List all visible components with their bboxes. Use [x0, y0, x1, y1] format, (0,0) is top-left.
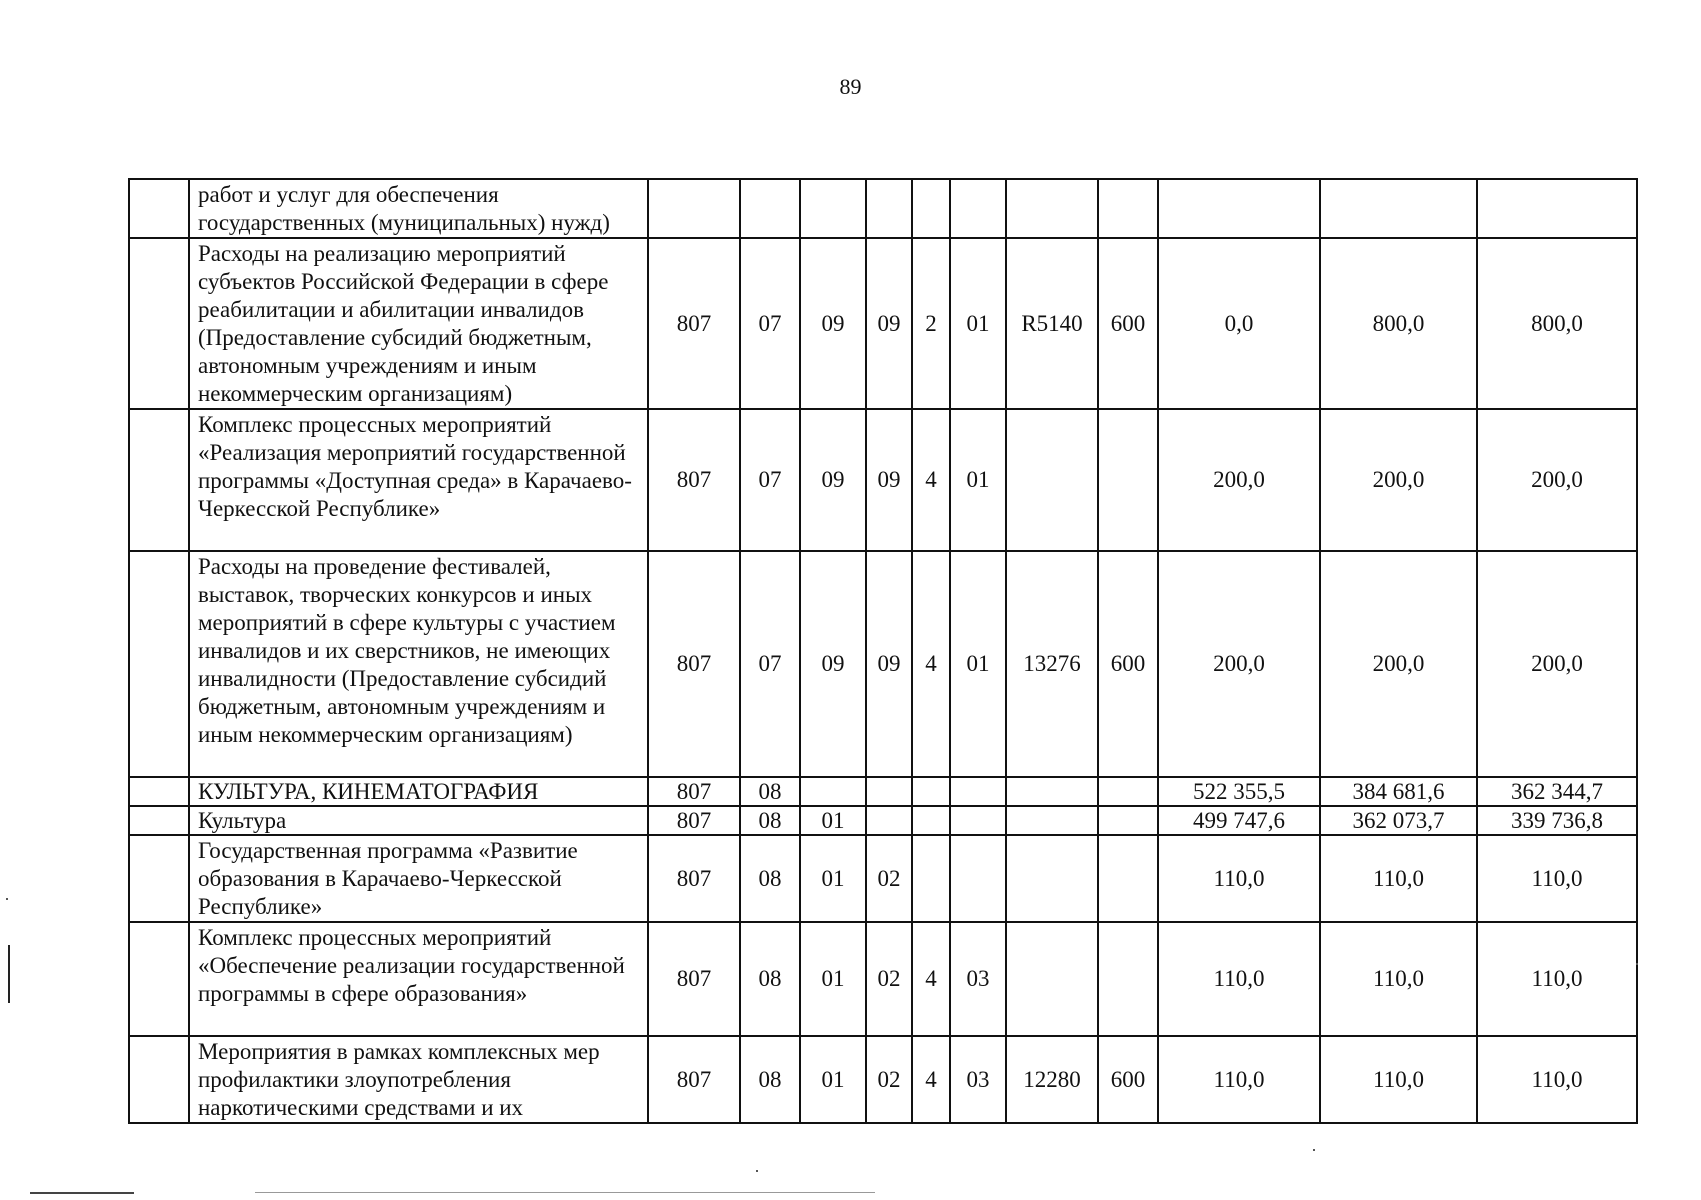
- code-pr: 09: [800, 551, 866, 777]
- row-number-cell: [129, 179, 189, 238]
- code-ved: 807: [648, 551, 740, 777]
- scan-artifact-line: [255, 1192, 875, 1193]
- code-expense-type: [1098, 409, 1158, 551]
- code-rz: 08: [740, 1036, 800, 1123]
- code-main-event: [950, 806, 1006, 835]
- amount-year-1: [1158, 179, 1320, 238]
- code-expense-type: [1098, 806, 1158, 835]
- code-rz: 07: [740, 551, 800, 777]
- code-pr: 01: [800, 1036, 866, 1123]
- scan-artifact-line: [30, 1192, 134, 1194]
- amount-year-3: 110,0: [1477, 835, 1637, 922]
- code-ved: 807: [648, 777, 740, 806]
- code-expense-type: [1098, 777, 1158, 806]
- code-program: [866, 806, 912, 835]
- code-direction: [1006, 922, 1098, 1036]
- code-ved: 807: [648, 922, 740, 1036]
- code-main-event: 03: [950, 1036, 1006, 1123]
- code-pr: 01: [800, 835, 866, 922]
- scan-artifact-dot: [1636, 963, 1638, 965]
- code-subprogram: 4: [912, 409, 950, 551]
- code-subprogram: [912, 179, 950, 238]
- code-main-event: 03: [950, 922, 1006, 1036]
- row-number-cell: [129, 922, 189, 1036]
- table-row: [129, 777, 1637, 806]
- code-main-event: 01: [950, 409, 1006, 551]
- code-expense-type: 600: [1098, 1036, 1158, 1123]
- code-expense-type: [1098, 922, 1158, 1036]
- code-pr: 09: [800, 238, 866, 409]
- row-number-cell: [129, 551, 189, 777]
- table-row: [129, 1036, 1637, 1123]
- row-number-cell: [129, 777, 189, 806]
- code-ved: [648, 179, 740, 238]
- amount-year-3: 110,0: [1477, 1036, 1637, 1123]
- amount-year-3: 110,0: [1477, 922, 1637, 1036]
- amount-year-1: 522 355,5: [1158, 777, 1320, 806]
- amount-year-2: 110,0: [1320, 835, 1477, 922]
- code-rz: 07: [740, 238, 800, 409]
- amount-year-1: 499 747,6: [1158, 806, 1320, 835]
- code-ved: 807: [648, 238, 740, 409]
- scan-artifact-line: [8, 945, 10, 1003]
- code-expense-type: 600: [1098, 551, 1158, 777]
- code-ved: 807: [648, 1036, 740, 1123]
- row-name: Расходы на проведение фестивалей, выставок, творческих конкурсов и иных мероприятий в сфере культуры с участием инвалидов и их сверстников, не имеющих инвалидности (Предоставление субсидий бюджетным, автономным учреждениям и иным некоммерческим организациям): [189, 551, 648, 777]
- code-main-event: [950, 835, 1006, 922]
- code-subprogram: [912, 835, 950, 922]
- row-number-cell: [129, 409, 189, 551]
- table-row: [129, 806, 1637, 835]
- code-direction: [1006, 806, 1098, 835]
- code-program: 09: [866, 409, 912, 551]
- code-program: 02: [866, 835, 912, 922]
- amount-year-2: 384 681,6: [1320, 777, 1477, 806]
- row-number-cell: [129, 238, 189, 409]
- code-direction: [1006, 835, 1098, 922]
- code-pr: 09: [800, 409, 866, 551]
- amount-year-1: 110,0: [1158, 835, 1320, 922]
- code-direction: 12280: [1006, 1036, 1098, 1123]
- code-direction: 13276: [1006, 551, 1098, 777]
- table-row: [129, 179, 1637, 238]
- row-number-cell: [129, 1036, 189, 1123]
- amount-year-1: 200,0: [1158, 409, 1320, 551]
- code-pr: [800, 179, 866, 238]
- amount-year-3: 362 344,7: [1477, 777, 1637, 806]
- code-rz: 08: [740, 922, 800, 1036]
- row-name: КУЛЬТУРА, КИНЕМАТОГРАФИЯ: [189, 777, 648, 806]
- row-number-cell: [129, 806, 189, 835]
- table-row: [129, 551, 1637, 777]
- amount-year-3: 200,0: [1477, 409, 1637, 551]
- code-program: [866, 777, 912, 806]
- code-subprogram: 4: [912, 551, 950, 777]
- code-program: 09: [866, 551, 912, 777]
- code-main-event: [950, 179, 1006, 238]
- amount-year-2: 110,0: [1320, 922, 1477, 1036]
- amount-year-1: 0,0: [1158, 238, 1320, 409]
- code-ved: 807: [648, 806, 740, 835]
- amount-year-2: 110,0: [1320, 1036, 1477, 1123]
- code-direction: [1006, 409, 1098, 551]
- code-ved: 807: [648, 835, 740, 922]
- amount-year-3: 200,0: [1477, 551, 1637, 777]
- budget-table: [128, 178, 1638, 1124]
- scan-artifact-dot: [1313, 1149, 1315, 1151]
- code-expense-type: 600: [1098, 238, 1158, 409]
- table-row: [129, 835, 1637, 922]
- row-name: Комплекс процессных мероприятий «Реализация мероприятий государственной программы «Доступная среда» в Карачаево-Черкесской Республике»: [189, 409, 648, 551]
- amount-year-1: 200,0: [1158, 551, 1320, 777]
- amount-year-3: [1477, 179, 1637, 238]
- code-program: 09: [866, 238, 912, 409]
- table-row: [129, 922, 1637, 1036]
- amount-year-1: 110,0: [1158, 922, 1320, 1036]
- code-subprogram: 4: [912, 1036, 950, 1123]
- code-rz: 08: [740, 835, 800, 922]
- row-number-cell: [129, 835, 189, 922]
- code-rz: 08: [740, 806, 800, 835]
- code-rz: 07: [740, 409, 800, 551]
- amount-year-2: 362 073,7: [1320, 806, 1477, 835]
- scan-artifact-dot: [6, 898, 8, 900]
- amount-year-3: 800,0: [1477, 238, 1637, 409]
- code-pr: 01: [800, 922, 866, 1036]
- amount-year-3: 339 736,8: [1477, 806, 1637, 835]
- code-pr: 01: [800, 806, 866, 835]
- page-number: 89: [839, 74, 862, 99]
- code-main-event: [950, 777, 1006, 806]
- row-name: работ и услуг для обеспечения государственных (муниципальных) нужд): [189, 179, 648, 238]
- amount-year-1: 110,0: [1158, 1036, 1320, 1123]
- code-subprogram: 2: [912, 238, 950, 409]
- code-program: [866, 179, 912, 238]
- code-direction: R5140: [1006, 238, 1098, 409]
- code-ved: 807: [648, 409, 740, 551]
- code-program: 02: [866, 1036, 912, 1123]
- code-rz: [740, 179, 800, 238]
- code-main-event: 01: [950, 551, 1006, 777]
- code-expense-type: [1098, 835, 1158, 922]
- row-name: Расходы на реализацию мероприятий субъектов Российской Федерации в сфере реабилитации и абилитации инвалидов (Предоставление субсидий бюджетным, автономным учреждениям и иным некоммерческим организациям): [189, 238, 648, 409]
- code-program: 02: [866, 922, 912, 1036]
- code-direction: [1006, 777, 1098, 806]
- table-row: [129, 238, 1637, 409]
- code-subprogram: 4: [912, 922, 950, 1036]
- amount-year-2: 800,0: [1320, 238, 1477, 409]
- code-subprogram: [912, 777, 950, 806]
- code-direction: [1006, 179, 1098, 238]
- code-expense-type: [1098, 179, 1158, 238]
- amount-year-2: [1320, 179, 1477, 238]
- row-name: Мероприятия в рамках комплексных мер профилактики злоупотребления наркотическими средствами и их: [189, 1036, 648, 1123]
- amount-year-2: 200,0: [1320, 409, 1477, 551]
- row-name: Государственная программа «Развитие образования в Карачаево-Черкесской Республике»: [189, 835, 648, 922]
- code-pr: [800, 777, 866, 806]
- code-subprogram: [912, 806, 950, 835]
- code-main-event: 01: [950, 238, 1006, 409]
- amount-year-2: 200,0: [1320, 551, 1477, 777]
- code-rz: 08: [740, 777, 800, 806]
- row-name: Комплекс процессных мероприятий «Обеспечение реализации государственной программы в сфере образования»: [189, 922, 648, 1036]
- scan-artifact-dot: [756, 1170, 758, 1172]
- table-row: [129, 409, 1637, 551]
- row-name: Культура: [189, 806, 648, 835]
